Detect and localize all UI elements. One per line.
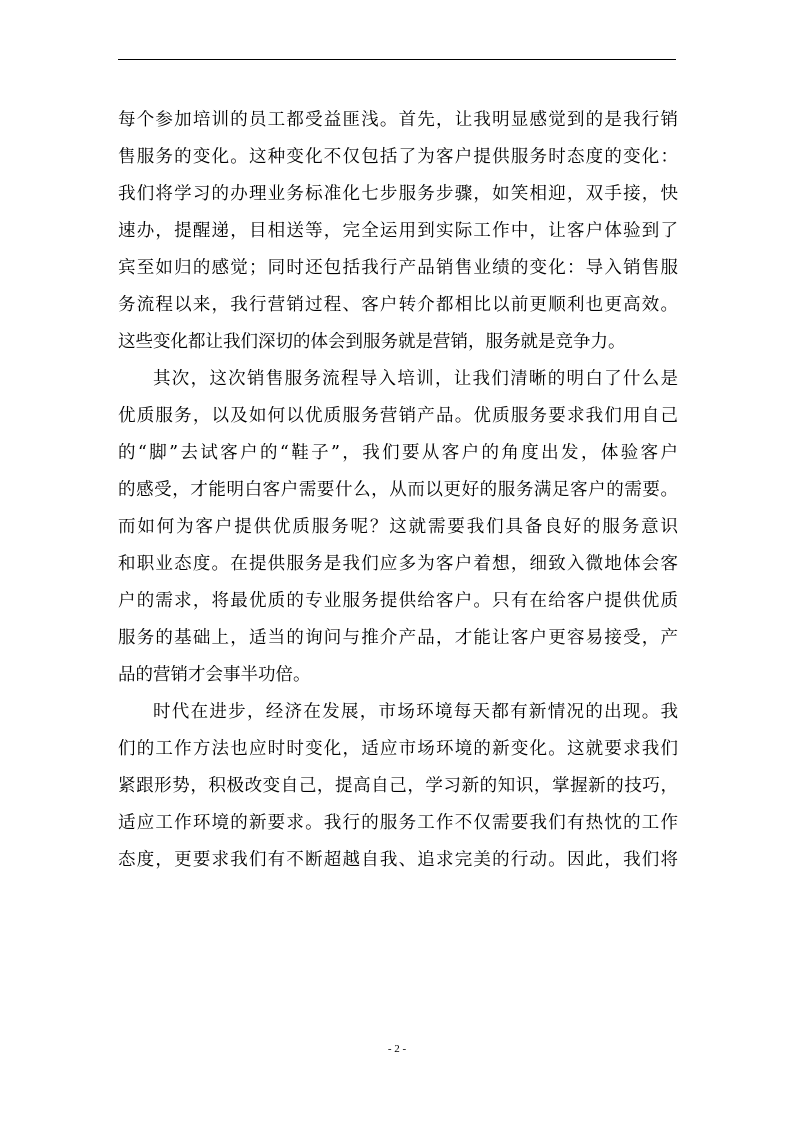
text-line: 其次，这次销售服务流程导入培训，让我们清晰的明白了什么是 <box>153 369 678 389</box>
text-line: 我们将学习的办理业务标准化七步服务步骤，如笑相迎，双手接，快 <box>118 184 678 204</box>
text-line: 务流程以来，我行营销过程、客户转介都相比以前更顺利也更高效。 <box>118 295 678 315</box>
text-line: 时代在进步，经济在发展，市场环境每天都有新情况的出现。我 <box>153 702 678 722</box>
text-line: 的感受，才能明白客户需要什么，从而以更好的服务满足客户的需要。 <box>118 480 678 500</box>
text-line: 品的营销才会事半功倍。 <box>118 665 311 685</box>
text-line: 态度，更要求我们有不断超越自我、追求完美的行动。因此，我们将 <box>118 850 678 870</box>
text-line: 售服务的变化。这种变化不仅包括了为客户提供服务时态度的变化： <box>118 147 678 167</box>
text-line: 宾至如归的感觉；同时还包括我行产品销售业绩的变化：导入销售服 <box>118 258 678 278</box>
document-body <box>118 102 678 879</box>
text-line: 们的工作方法也应时时变化，适应市场环境的新变化。这就要求我们 <box>118 739 678 759</box>
text-line: 户的需求，将最优质的专业服务提供给客户。只有在给客户提供优质 <box>118 591 678 611</box>
text-line: 每个参加培训的员工都受益匪浅。首先，让我明显感觉到的是我行销 <box>118 110 678 130</box>
text-line: 优质服务，以及如何以优质服务营销产品。优质服务要求我们用自己 <box>118 406 678 426</box>
text-line: 紧跟形势，积极改变自己，提高自己，学习新的知识，掌握新的技巧， <box>118 776 678 796</box>
paragraph-1 <box>118 102 678 361</box>
text-line: 适应工作环境的新要求。我行的服务工作不仅需要我们有热忱的工作 <box>118 813 678 833</box>
text-line: 速办，提醒递，目相送等，完全运用到实际工作中，让客户体验到了 <box>118 221 678 241</box>
page-number: - 2 - <box>387 1043 407 1055</box>
text-line: 服务的基础上，适当的询问与推介产品，才能让客户更容易接受，产 <box>118 628 678 648</box>
paragraph-3 <box>118 694 678 879</box>
header-rule <box>118 59 676 60</box>
text-line: 这些变化都让我们深切的体会到服务就是营销，服务就是竞争力。 <box>118 332 626 352</box>
text-line: 和职业态度。在提供服务是我们应多为客户着想，细致入微地体会客 <box>118 554 678 574</box>
paragraph-2 <box>118 361 678 694</box>
text-line: 而如何为客户提供优质服务呢？这就需要我们具备良好的服务意识 <box>118 517 678 537</box>
text-line: 的“脚”去试客户的“鞋子”，我们要从客户的角度出发，体验客户 <box>118 443 678 463</box>
